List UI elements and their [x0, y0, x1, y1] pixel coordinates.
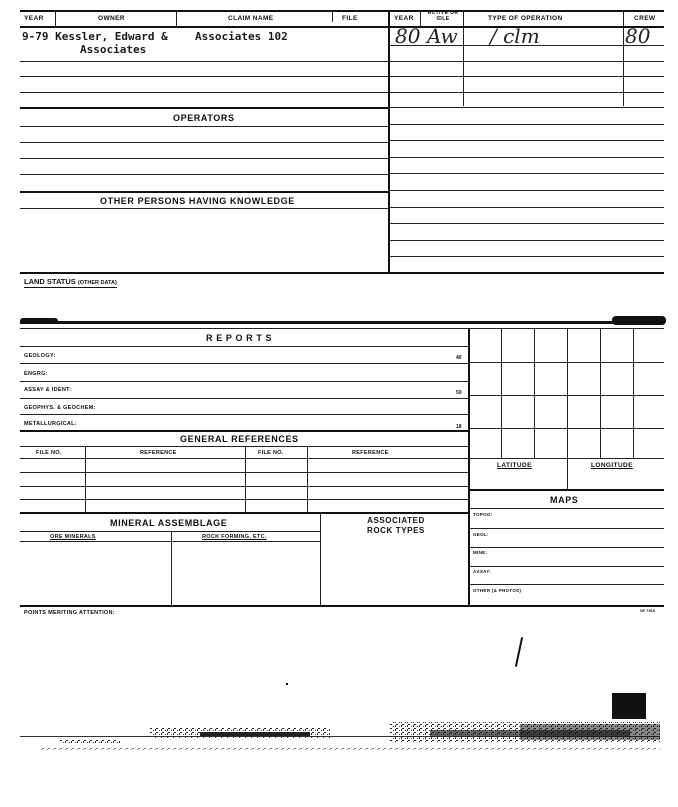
- row-line: [20, 346, 468, 347]
- divider: [307, 446, 308, 512]
- row-line: [20, 158, 388, 159]
- grid-line: [468, 362, 664, 363]
- row-line: [20, 363, 468, 364]
- scan-smudge: [20, 318, 58, 324]
- report-engrg: ENGRG:: [24, 371, 48, 377]
- header-year-2: YEAR: [394, 15, 414, 22]
- row-line: [20, 174, 388, 175]
- divider: [85, 446, 86, 512]
- maps-title: MAPS: [550, 495, 579, 505]
- header-owner: OWNER: [98, 15, 125, 22]
- row-line: [20, 446, 468, 447]
- associated-rock-types-title: ASSOCIATED ROCK TYPES: [366, 516, 425, 535]
- row-line: [388, 256, 664, 257]
- row-line: [388, 61, 664, 62]
- row-line: [20, 414, 468, 415]
- row-line: [20, 458, 468, 459]
- row-line: [388, 140, 664, 141]
- row-line: [468, 547, 664, 548]
- row-line: [20, 486, 468, 487]
- row-line: [20, 541, 320, 542]
- bottom-rule: [20, 272, 664, 274]
- header-year: YEAR: [24, 15, 44, 22]
- general-references-title: GENERAL REFERENCES: [180, 434, 299, 444]
- row-line: [20, 76, 388, 77]
- row-line: [388, 92, 664, 93]
- row-line: [388, 45, 664, 46]
- report-metallurgical-num: 18: [456, 424, 462, 430]
- report-metallurgical: METALLURGICAL:: [24, 421, 77, 427]
- divider: [55, 10, 56, 26]
- divider: [320, 512, 321, 605]
- points-meriting-attention: POINTS MERITING ATTENTION:: [24, 610, 115, 616]
- owner-entry: 9-79 Kessler, Edward &: [22, 30, 168, 43]
- maps-other: OTHER (& PHOTOS): [473, 588, 522, 593]
- row-line: [20, 191, 388, 193]
- report-geology: GEOLOGY:: [24, 353, 56, 359]
- grid-line: [567, 328, 568, 489]
- year-handwritten: 80: [395, 24, 421, 48]
- speck: [286, 683, 288, 685]
- report-assay-num: 50: [456, 390, 462, 396]
- type-of-operation-handwritten: / clm: [490, 24, 540, 48]
- ore-minerals-label: ORE MINERALS: [50, 534, 96, 540]
- reports-title: R E P O R T S: [206, 333, 273, 343]
- report-geology-num: 40: [456, 355, 462, 361]
- row-line: [20, 531, 320, 532]
- other-persons-title: OTHER PERSONS HAVING KNOWLEDGE: [100, 196, 295, 206]
- row-line: [20, 472, 468, 473]
- row-line: [468, 489, 664, 491]
- row-line: [388, 240, 664, 241]
- row-line: [468, 566, 664, 567]
- grid-line: [468, 395, 664, 396]
- row-line: [388, 207, 664, 208]
- row-line: [388, 173, 664, 174]
- latitude-label: LATITUDE: [497, 462, 532, 469]
- gr-col-reference-2: REFERENCE: [352, 450, 389, 456]
- divider: [176, 10, 177, 26]
- land-status-sub: (OTHER DATA): [77, 280, 117, 286]
- header-claim-name: CLAIM NAME: [228, 15, 274, 22]
- header-type-of-operation: TYPE OF OPERATION: [488, 15, 563, 22]
- grid-line: [534, 328, 535, 458]
- row-line: [468, 584, 664, 585]
- maps-mine: MINE:: [473, 550, 488, 555]
- row-line: [388, 223, 664, 224]
- row-line: [20, 208, 388, 209]
- row-line: [20, 398, 468, 399]
- divider: [245, 446, 246, 512]
- row-line: [468, 508, 664, 509]
- land-status-label: [24, 277, 117, 288]
- grid-line: [633, 328, 634, 458]
- divider: [332, 12, 333, 22]
- grid-line: [468, 458, 664, 459]
- header-file: FILE: [342, 15, 358, 22]
- top-rule: [20, 10, 664, 12]
- maps-geol: GEOL:: [473, 532, 489, 537]
- grid-line: [600, 328, 601, 458]
- row-line: [20, 107, 388, 109]
- header-rule: [20, 26, 664, 28]
- bottom-rule: [20, 605, 664, 607]
- row-line: [20, 92, 388, 93]
- right-divider: [468, 328, 470, 606]
- section-rule: [20, 321, 664, 324]
- grid-line: [468, 428, 664, 429]
- report-assay: ASSAY & IDENT:: [24, 387, 72, 393]
- maps-assay: ASSAY:: [473, 569, 492, 574]
- row-line: [468, 528, 664, 529]
- rock-forming-label: ROCK FORMING, ETC.: [202, 534, 267, 540]
- header-crew: CREW: [634, 15, 656, 22]
- pen-stroke: [515, 637, 523, 667]
- owner-entry-line2: Associates: [80, 43, 147, 56]
- divider: [171, 531, 172, 605]
- row-line: [388, 107, 664, 108]
- scan-smudge: [612, 316, 666, 325]
- row-line: [388, 124, 664, 125]
- row-line: [20, 381, 468, 382]
- row-line: [388, 190, 664, 191]
- operators-title: OPERATORS: [173, 113, 235, 123]
- claim-name-entry: Associates 102: [195, 30, 288, 43]
- row-line: [20, 126, 388, 127]
- gr-col-file-no-2: FILE NO.: [258, 450, 284, 456]
- header-active-or-idle: ACTIVE OR IDLE: [427, 10, 459, 22]
- crew-handwritten: 80: [625, 24, 651, 48]
- active-idle-handwritten: Aw: [427, 24, 458, 48]
- main-divider: [388, 10, 390, 272]
- maps-topog: TOPOG:: [473, 512, 493, 517]
- row-line: [20, 61, 388, 62]
- row-line: [20, 499, 468, 500]
- report-geophys: GEOPHYS. & GEOCHEM:: [24, 405, 96, 411]
- row-line: [388, 76, 664, 77]
- gr-col-file-no-1: FILE NO.: [36, 450, 62, 456]
- row-line: [20, 430, 468, 432]
- longitude-label: LONGITUDE: [591, 462, 633, 469]
- grid-line: [501, 328, 502, 458]
- mineral-assemblage-title: MINERAL ASSEMBLAGE: [110, 518, 228, 528]
- row-line: [20, 512, 468, 514]
- form-number: SF 7915: [640, 608, 656, 613]
- row-line: [20, 142, 388, 143]
- land-status-title: LAND STATUS: [24, 277, 76, 286]
- scan-noise: [0, 712, 678, 772]
- row-line: [388, 157, 664, 158]
- gr-col-reference-1: REFERENCE: [140, 450, 177, 456]
